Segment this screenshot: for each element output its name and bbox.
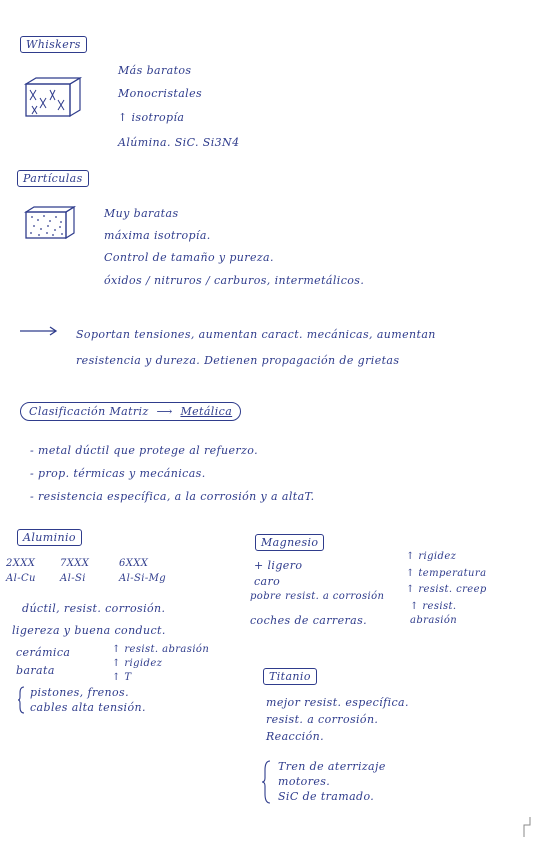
particulas-block-sketch — [22, 206, 78, 242]
aluminio-alloy: Al-Si-Mg — [119, 573, 167, 584]
aluminio-barata-effect: ↑ rigidez — [112, 658, 163, 669]
clasificacion-bullet: - metal dúctil que protege al refuerzo. — [30, 444, 259, 457]
titanio-prop: resist. a corrosión. — [266, 713, 379, 726]
whiskers-line: Alúmina. SiC. Si3N4 — [118, 136, 240, 149]
aluminio-barata-effect: ↑ T — [112, 672, 132, 683]
clasificacion-bullet: - resistencia específica, a la corrosión y a altaT. — [30, 490, 315, 503]
titanio-application: motores. — [278, 775, 331, 788]
aluminio-series: 2XXX — [6, 558, 36, 569]
aluminio-heading: Aluminio — [17, 529, 82, 546]
aluminio-prop: ligereza y buena conduct. — [12, 624, 166, 637]
titanio-prop: Reacción. — [266, 730, 324, 743]
whiskers-line: Monocristales — [118, 87, 203, 100]
magnesio-prop: caro — [254, 575, 281, 588]
magnesio-effect: ↑ rigidez — [406, 551, 457, 562]
summary-line: resistencia y dureza. Detienen propagación de grietas — [76, 354, 400, 367]
magnesio-effect: ↑ temperatura — [406, 568, 487, 579]
clasificacion-bullet: - prop. térmicas y mecánicas. — [30, 467, 206, 480]
clasificacion-heading-left: Clasificación Matriz — [29, 405, 149, 418]
brace-icon — [18, 686, 26, 714]
aluminio-alloy: Al-Si — [60, 573, 86, 584]
titanio-application: SiC de tramado. — [278, 790, 375, 803]
magnesio-prop: pobre resist. a corrosión — [250, 591, 385, 602]
particulas-line: máxima isotropía. — [104, 229, 211, 242]
brace-icon — [262, 760, 272, 804]
arrow-icon: ⟶ — [152, 405, 177, 418]
particulas-line: Control de tamaño y pureza. — [104, 251, 274, 264]
aluminio-application: pistones, frenos. — [30, 686, 129, 699]
titanio-prop: mejor resist. específica. — [266, 696, 409, 709]
magnesio-effect: ↑ resist. creep — [406, 584, 487, 595]
titanio-application: Tren de aterrizaje — [278, 760, 386, 773]
aluminio-barata: barata — [16, 664, 55, 677]
summary-line: Soportan tensiones, aumentan caract. mecánicas, aumentan — [76, 328, 436, 341]
titanio-heading: Titanio — [263, 668, 317, 685]
whiskers-heading: Whiskers — [20, 36, 87, 53]
clasificacion-heading-right: Metálica — [180, 405, 233, 418]
magnesio-application: coches de carreras. — [250, 614, 368, 627]
magnesio-effect: ↑ resist. abrasión — [410, 601, 458, 626]
whiskers-line: Más baratos — [118, 64, 192, 77]
aluminio-prop: dúctil, resist. corrosión. — [22, 602, 166, 615]
whiskers-block-sketch — [22, 76, 84, 120]
aluminio-ceramica: cerámica — [16, 646, 71, 659]
aluminio-series: 6XXX — [119, 558, 149, 569]
particulas-line: óxidos / nitruros / carburos, intermetálicos. — [104, 274, 365, 287]
particulas-line: Muy baratas — [104, 207, 179, 220]
clasificacion-heading — [20, 402, 241, 421]
aluminio-alloy: Al-Cu — [6, 573, 36, 584]
magnesio-prop: + ligero — [254, 559, 303, 572]
aluminio-ceramica-effect: ↑ resist. abrasión — [112, 644, 210, 655]
corner-mark — [520, 815, 538, 839]
whiskers-line: ↑ isotropía — [118, 111, 185, 124]
magnesio-heading: Magnesio — [255, 534, 324, 551]
aluminio-application: cables alta tensión. — [30, 701, 146, 714]
arrow-icon — [20, 326, 60, 336]
aluminio-series: 7XXX — [60, 558, 90, 569]
particulas-heading: Partículas — [17, 170, 89, 187]
